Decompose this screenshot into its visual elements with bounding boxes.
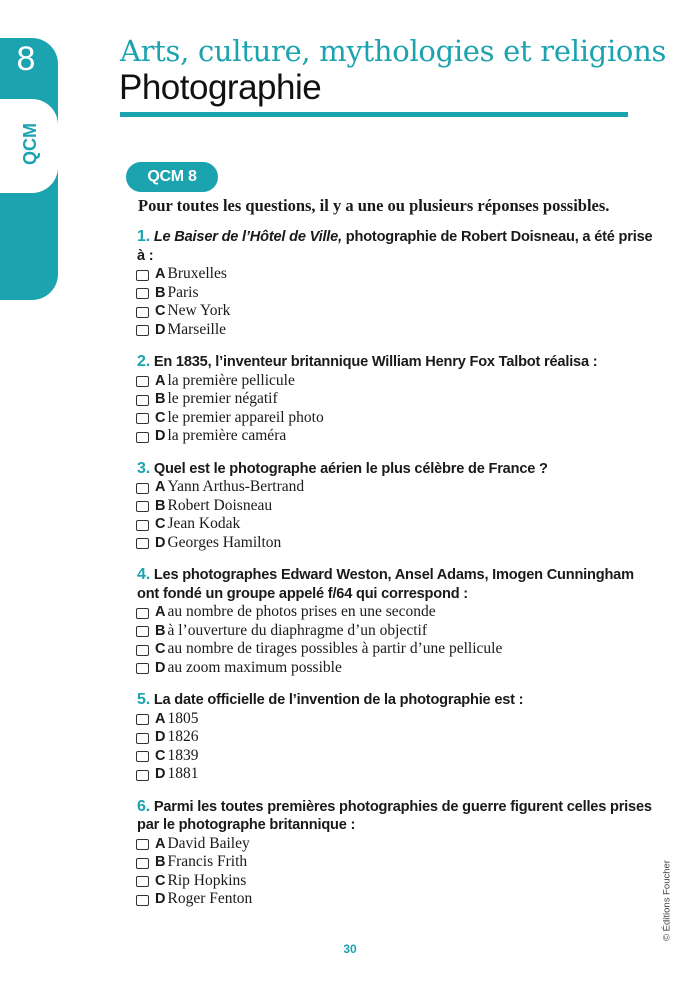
answer-option[interactable] — [136, 302, 657, 321]
question-label: La date officielle de l’invention de la photographie est : — [153, 692, 524, 708]
checkbox[interactable] — [136, 432, 149, 443]
option-letter: D — [155, 891, 166, 907]
question-label: Quel est le photographe aérien le plus célèbre de France ? — [153, 460, 548, 477]
option-text: Roger Fenton — [167, 890, 253, 907]
question-number: 6. — [137, 797, 150, 815]
checkbox[interactable] — [136, 325, 149, 336]
answer-option[interactable] — [136, 497, 657, 516]
checkbox[interactable] — [136, 770, 149, 781]
option-letter: A — [155, 372, 166, 389]
answer-option[interactable] — [136, 372, 657, 391]
answer-option[interactable] — [136, 710, 657, 729]
option-text: la première caméra — [167, 427, 287, 444]
question-label: Les photographes Edward Weston, Ansel Adams, Imogen Cunningham ont fondé un groupe appelé f/64 qui correspond : — [137, 567, 634, 602]
checkbox[interactable] — [136, 895, 149, 906]
option-letter: A — [155, 835, 166, 852]
option-letter: D — [155, 534, 166, 551]
question-text — [137, 691, 657, 710]
option-text: Georges Hamilton — [167, 533, 282, 551]
answer-option[interactable] — [136, 659, 657, 678]
chapter-number: 8 — [16, 40, 36, 78]
option-text: Paris — [167, 283, 199, 301]
option-text: 1826 — [167, 728, 199, 745]
option-text: au zoom maximum possible — [167, 658, 342, 676]
checkbox[interactable] — [136, 858, 149, 869]
option-text: 1839 — [167, 746, 199, 764]
checkbox[interactable] — [136, 608, 149, 619]
checkbox[interactable] — [136, 751, 149, 762]
answer-option[interactable] — [136, 640, 657, 659]
option-text: Francis Frith — [167, 853, 248, 870]
instructions: Pour toutes les questions, il y a une ou plusieurs réponses possibles. — [138, 196, 610, 215]
option-text: 1805 — [167, 709, 199, 727]
answer-option[interactable] — [136, 853, 657, 872]
option-text: au nombre de tirages possibles à partir d’une pellicule — [167, 640, 503, 657]
option-text: le premier négatif — [167, 390, 278, 407]
question-text — [137, 228, 657, 265]
qcm-badge: QCM 8 — [126, 162, 218, 192]
checkbox[interactable] — [136, 376, 149, 387]
question-work-title: Le Baiser de l’Hôtel de Ville, — [153, 229, 342, 245]
option-letter: A — [155, 604, 166, 620]
question — [137, 353, 657, 446]
option-text: la première pellicule — [167, 371, 295, 389]
checkbox[interactable] — [136, 538, 149, 549]
option-text: David Bailey — [167, 834, 250, 852]
question-text — [137, 798, 657, 835]
answer-option[interactable] — [136, 728, 657, 747]
answer-option[interactable] — [136, 427, 657, 446]
answer-option[interactable] — [136, 409, 657, 428]
checkbox[interactable] — [136, 395, 149, 406]
checkbox[interactable] — [136, 270, 149, 281]
copyright-notice: © Éditions Foucher — [661, 860, 673, 941]
checkbox[interactable] — [136, 413, 149, 424]
option-text: le premier appareil photo — [167, 408, 324, 426]
checkbox[interactable] — [136, 876, 149, 887]
question-text — [137, 353, 657, 372]
option-letter: C — [155, 303, 166, 319]
answer-option[interactable] — [136, 872, 657, 891]
option-letter: B — [155, 497, 166, 514]
question-text — [137, 566, 657, 603]
question-list — [137, 228, 657, 923]
option-letter: D — [155, 659, 166, 676]
checkbox[interactable] — [136, 714, 149, 725]
option-letter: A — [155, 266, 166, 282]
option-letter: C — [155, 409, 166, 426]
checkbox[interactable] — [136, 733, 149, 744]
option-text: Robert Doisneau — [167, 496, 273, 514]
question — [137, 566, 657, 677]
option-letter: C — [155, 747, 166, 764]
question-text — [137, 460, 657, 479]
option-text: Rip Hopkins — [167, 871, 247, 889]
option-letter: C — [155, 872, 166, 889]
question — [137, 798, 657, 909]
chapter-tab-label: QCM — [19, 123, 40, 165]
question — [137, 691, 657, 784]
question-number: 3. — [137, 459, 150, 477]
checkbox[interactable] — [136, 501, 149, 512]
option-letter: B — [155, 284, 166, 301]
answer-option[interactable] — [136, 515, 657, 534]
option-text: 1881 — [167, 765, 199, 782]
option-text: Jean Kodak — [167, 515, 241, 532]
answer-option[interactable] — [136, 321, 657, 340]
option-letter: B — [155, 854, 166, 870]
page-title: Photographie — [119, 68, 322, 107]
checkbox[interactable] — [136, 626, 149, 637]
answer-option[interactable] — [136, 765, 657, 784]
answer-option[interactable] — [136, 835, 657, 854]
question-number: 1. — [137, 228, 150, 245]
option-letter: A — [155, 710, 166, 727]
answer-option[interactable] — [136, 265, 657, 284]
answer-option[interactable] — [136, 890, 657, 909]
checkbox[interactable] — [136, 663, 149, 674]
question-number: 2. — [137, 353, 150, 370]
option-letter: C — [155, 516, 166, 532]
question — [137, 228, 657, 339]
answer-option[interactable] — [136, 603, 657, 622]
option-text: Marseille — [167, 320, 227, 338]
question-number: 5. — [137, 691, 150, 708]
page-number: 30 — [343, 942, 357, 956]
option-text: Yann Arthus-Bertrand — [167, 478, 305, 495]
answer-option[interactable] — [136, 478, 657, 497]
answer-option[interactable] — [136, 534, 657, 553]
question — [137, 460, 657, 553]
option-letter: C — [155, 641, 166, 657]
checkbox[interactable] — [136, 645, 149, 656]
checkbox[interactable] — [136, 839, 149, 850]
option-letter: D — [155, 428, 166, 444]
checkbox[interactable] — [136, 288, 149, 299]
option-text: Bruxelles — [167, 265, 227, 282]
checkbox[interactable] — [136, 520, 149, 531]
question-label: Parmi les toutes premières photographies de guerre figurent celles prises par le photographe britannique : — [137, 798, 652, 833]
option-letter: D — [155, 766, 166, 782]
checkbox[interactable] — [136, 307, 149, 318]
answer-option[interactable] — [136, 284, 657, 303]
option-letter: B — [155, 622, 166, 639]
question-label: photographie de Robert Doisneau, a été prise à : — [137, 229, 653, 264]
option-letter: A — [155, 479, 166, 495]
option-letter: B — [155, 391, 166, 407]
question-number: 4. — [137, 566, 150, 583]
option-text: au nombre de photos prises en une seconde — [167, 603, 436, 620]
answer-option[interactable] — [136, 622, 657, 641]
option-letter: D — [155, 729, 166, 745]
section-subtitle: Arts, culture, mythologies et religions — [120, 34, 667, 68]
checkbox[interactable] — [136, 483, 149, 494]
option-letter: D — [155, 321, 166, 338]
option-text: New York — [167, 302, 231, 319]
header-rule — [120, 112, 628, 117]
answer-option[interactable] — [136, 390, 657, 409]
answer-option[interactable] — [136, 747, 657, 766]
question-label: En 1835, l’inventeur britannique William Henry Fox Talbot réalisa : — [153, 354, 598, 370]
option-text: à l’ouverture du diaphragme d’un objectif — [167, 621, 428, 639]
